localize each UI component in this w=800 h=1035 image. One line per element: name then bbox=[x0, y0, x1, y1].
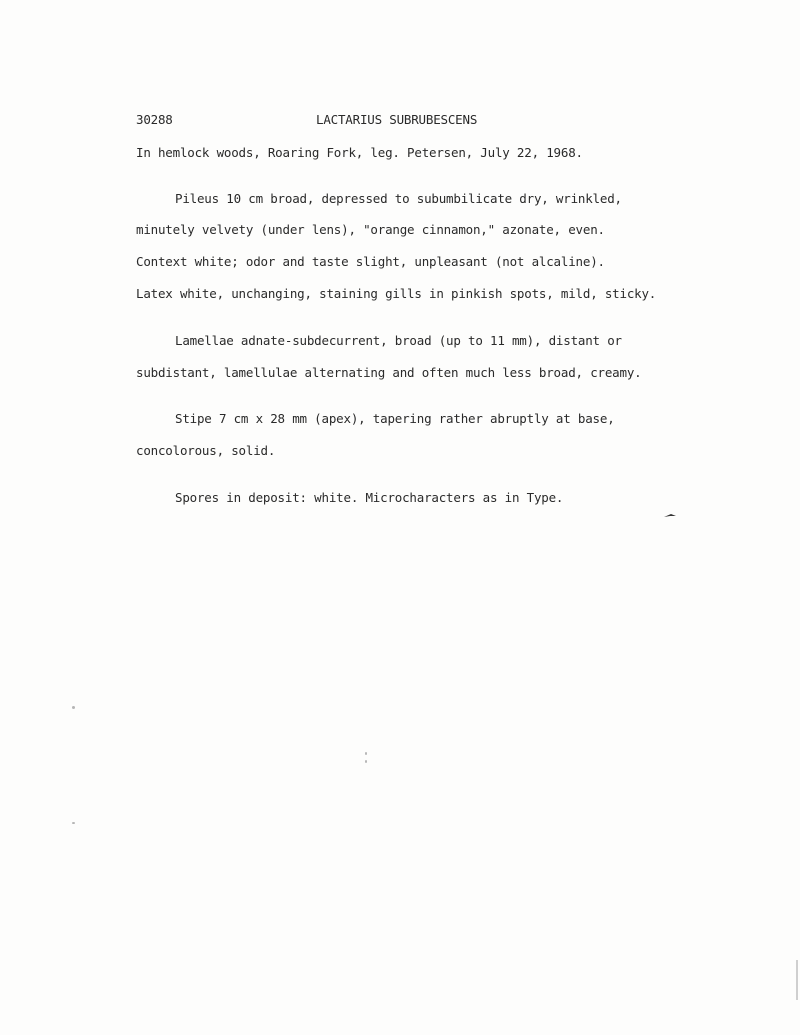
species-title: LACTARIUS SUBRUBESCENS bbox=[316, 112, 478, 127]
pileus-line: Pileus 10 cm broad, depressed to subumbilicate dry, wrinkled, bbox=[175, 191, 622, 206]
collection-number: 30288 bbox=[136, 112, 173, 127]
lamellae-line: subdistant, lamellulae alternating and often much less broad, creamy. bbox=[136, 365, 642, 380]
scan-speck bbox=[72, 822, 75, 824]
scan-speck bbox=[365, 752, 367, 755]
scan-speck bbox=[365, 760, 367, 763]
pileus-line: minutely velvety (under lens), "orange cinnamon," azonate, even. bbox=[136, 222, 605, 237]
stipe-line: concolorous, solid. bbox=[136, 443, 276, 458]
spores-line: Spores in deposit: white. Microcharacters as in Type. bbox=[175, 490, 564, 505]
locality-line: In hemlock woods, Roaring Fork, leg. Petersen, July 22, 1968. bbox=[136, 145, 583, 160]
pileus-line: Latex white, unchanging, staining gills in pinkish spots, mild, sticky. bbox=[136, 286, 657, 301]
pen-mark bbox=[663, 512, 677, 518]
lamellae-line: Lamellae adnate-subdecurrent, broad (up to 11 mm), distant or bbox=[175, 333, 622, 348]
stipe-line: Stipe 7 cm x 28 mm (apex), tapering rather abruptly at base, bbox=[175, 411, 615, 426]
pileus-line: Context white; odor and taste slight, unpleasant (not alcaline). bbox=[136, 254, 605, 269]
scan-speck bbox=[796, 960, 798, 1000]
scan-speck bbox=[72, 706, 75, 709]
